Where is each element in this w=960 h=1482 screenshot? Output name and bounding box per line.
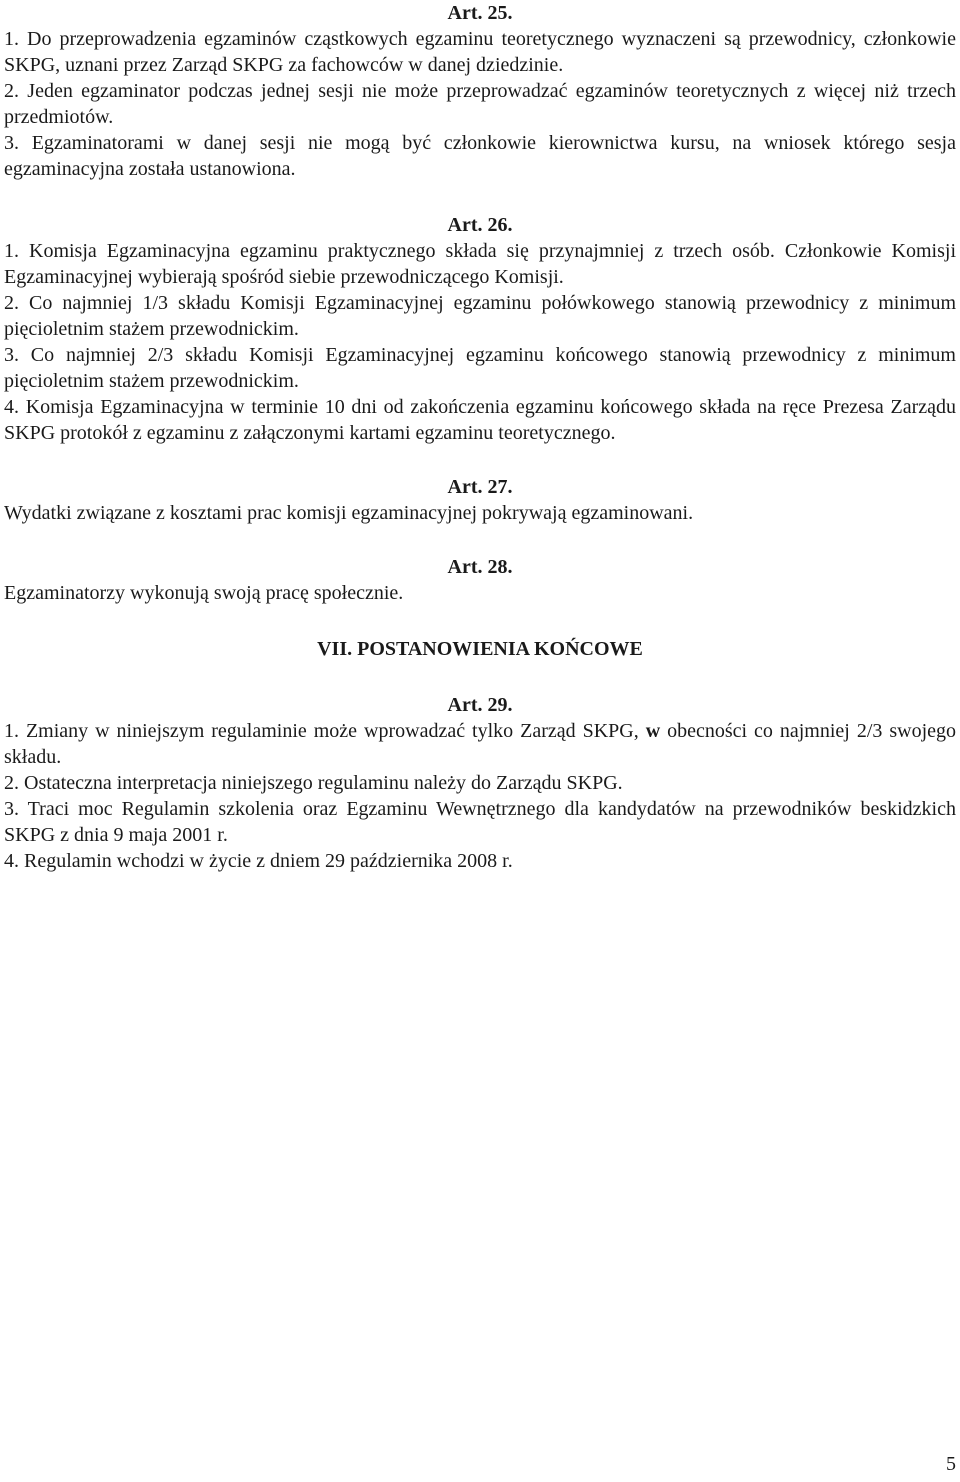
article-27 [4, 474, 956, 526]
article-heading: Art. 26. [447, 214, 513, 236]
text-run: 1. Zmiany w niniejszym regulaminie może wprowadzać tylko Zarząd SKPG, [4, 720, 646, 742]
article-29 [4, 692, 956, 874]
paragraph: 3. Egzaminatorami w danej sesji nie mogą być członkowie kierownictwa kursu, na wniosek którego sesja egzaminacyjna została ustanowiona. [4, 132, 956, 180]
paragraph: 3. Traci moc Regulamin szkolenia oraz Egzaminu Wewnętrznego dla kandydatów na przewodników beskidzkich SKPG z dnia 9 maja 2001 r. [4, 798, 956, 846]
article-25 [4, 0, 956, 182]
page-number: 5 [946, 1453, 956, 1475]
article-heading: Art. 28. [447, 556, 513, 578]
article-heading: Art. 27. [447, 476, 513, 498]
paragraph: 1. Do przeprowadzenia egzaminów cząstkowych egzaminu teoretycznego wyznaczeni są przewodnicy, członkowie SKPG, uznani przez Zarząd SKPG za fachowców w danej dziedzinie. [4, 28, 956, 76]
bold-text-run: w [645, 720, 661, 742]
paragraph [4, 718, 956, 770]
text-run: obecności co najmniej 2/3 swojego składu. [4, 720, 956, 768]
paragraph: 4. Komisja Egzaminacyjna w terminie 10 dni od zakończenia egzaminu końcowego składa na ręce Prezesa Zarządu SKPG protokół z egzaminu z załączonymi kartami egzaminu teoretycznego. [4, 396, 956, 444]
document-page [4, 0, 956, 874]
paragraph: Egzaminatorzy wykonują swoją pracę społecznie. [4, 582, 404, 604]
paragraph: 1. Komisja Egzaminacyjna egzaminu praktycznego składa się przynajmniej z trzech osób. Członkowie Komisji Egzaminacyjnej wybierają spośród siebie przewodniczącego Komisji. [4, 240, 956, 288]
paragraph: Wydatki związane z kosztami prac komisji egzaminacyjnej pokrywają egzaminowani. [4, 502, 694, 524]
section-heading: VII. POSTANOWIENIA KOŃCOWE [317, 638, 643, 660]
paragraph: 2. Ostateczna interpretacja niniejszego regulaminu należy do Zarządu SKPG. [4, 772, 623, 794]
article-heading: Art. 29. [447, 694, 513, 716]
paragraph: 2. Co najmniej 1/3 składu Komisji Egzaminacyjnej egzaminu połówkowego stanowią przewodnicy z minimum pięcioletnim stażem przewodnickim. [4, 292, 956, 340]
article-26 [4, 212, 956, 446]
section-7 [4, 636, 956, 662]
article-heading: Art. 25. [447, 2, 513, 24]
article-28 [4, 554, 956, 606]
paragraph: 4. Regulamin wchodzi w życie z dniem 29 października 2008 r. [4, 850, 513, 872]
paragraph: 2. Jeden egzaminator podczas jednej sesji nie może przeprowadzać egzaminów teoretycznych z więcej niż trzech przedmiotów. [4, 80, 956, 128]
paragraph: 3. Co najmniej 2/3 składu Komisji Egzaminacyjnej egzaminu końcowego stanowią przewodnicy z minimum pięcioletnim stażem przewodnickim. [4, 344, 956, 392]
